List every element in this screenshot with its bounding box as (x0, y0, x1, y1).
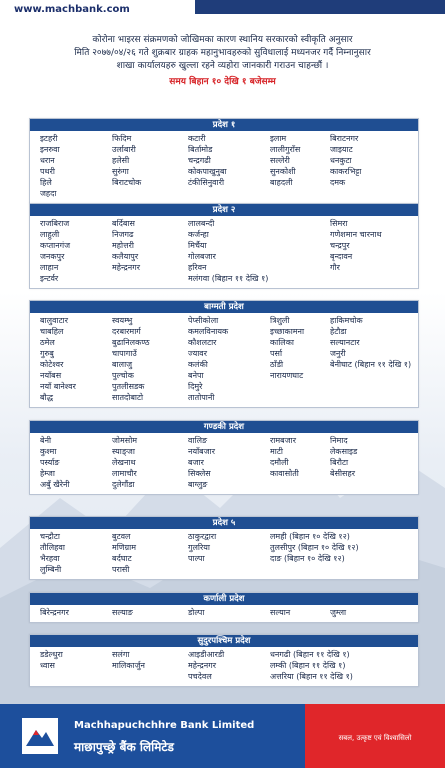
branch-name: ध्वास (40, 661, 55, 670)
province-title: कर्णाली प्रदेश (30, 593, 418, 605)
branch-name: जनकपुर (40, 252, 65, 261)
branch-name: ठाकुरद्वारा (188, 532, 217, 541)
branch-name: महेन्द्रनगर (188, 661, 216, 670)
branch-name: मालिकार्जुन (112, 661, 145, 670)
branch-grid (30, 313, 418, 407)
branch-name: परासी (112, 565, 130, 574)
bank-tagline: सबल, उत्कृष्ट एवं विश्वासिलो (338, 734, 412, 742)
branch-name: बेनी (40, 436, 52, 445)
branch-name: बिराटनगर (330, 134, 359, 143)
branch-name: चन्द्रौटा (40, 532, 60, 541)
province-panel (29, 592, 419, 623)
branch-name: कमलविनायक (188, 327, 229, 336)
branch-name: हरिवन (188, 263, 207, 272)
branch-name: लेकसाइड (330, 447, 358, 456)
province-panel (29, 300, 419, 408)
branch-name: अबुँ खैरेनी (40, 480, 70, 489)
branch-name: इनरुवा (40, 145, 60, 154)
branch-name: कावासोती (270, 469, 299, 478)
province-panel (29, 634, 419, 687)
branch-name: हलेसी (112, 156, 130, 165)
province-panel (29, 516, 419, 580)
branch-name: दिमुरे (188, 382, 203, 391)
province-panel (29, 118, 419, 204)
branch-name: लालीगुराँस (270, 145, 301, 154)
branch-name: पेप्सीकोला (188, 316, 219, 325)
branch-grid (30, 605, 418, 622)
top-stripe (195, 0, 445, 14)
branch-name: सातदोबाटो (112, 393, 144, 402)
branch-name: पर्स्याङ (40, 458, 60, 467)
branch-name: जहदा (40, 189, 57, 198)
branch-name: लम्की (बिहान ११ देखि १) (270, 661, 346, 670)
branch-name: लामाचौर (112, 469, 137, 478)
branch-name: गौर (330, 263, 340, 272)
branch-name: मणिग्राम (112, 543, 137, 552)
branch-name: पचदेवल (188, 672, 212, 681)
branch-name: जाइयाट (330, 145, 353, 154)
branch-name: लेखनाथ (112, 458, 136, 467)
branch-name: डोल्पा (188, 608, 205, 617)
branch-name: बिरौटा (330, 458, 349, 467)
branch-name: बर्दिबास (112, 219, 135, 228)
branch-name: सल्याङ (112, 608, 133, 617)
branch-grid (30, 433, 418, 494)
branch-grid (30, 647, 418, 686)
province-title: सुदुरपश्चिम प्रदेश (30, 635, 418, 647)
branch-name: चाबहिल (40, 327, 64, 336)
branch-name: नारायणघाट (270, 371, 304, 380)
branch-name: सिमरा (330, 219, 348, 228)
branch-name: कर्जन्हा (188, 230, 209, 239)
bank-logo-icon (22, 718, 58, 754)
branch-name: दाङ (बिहान १० देखि १२) (270, 554, 345, 563)
branch-name: बिराटचोक (112, 178, 142, 187)
branch-name: बिर्तामोड (188, 145, 213, 154)
branch-name: कुश्मा (40, 447, 57, 456)
branch-name: सल्लेरी (270, 156, 290, 165)
branch-name: नयाँबस (40, 371, 62, 380)
branch-name: मलंगवा (बिहान ११ देखि १) (188, 274, 269, 283)
branch-name: कलैयापुर (112, 252, 139, 261)
branch-name: बाग्लुङ (188, 480, 208, 489)
branch-name: सुरुंगा (112, 167, 129, 176)
branch-name: आइडीआरडी (188, 650, 225, 659)
branch-name: दमौली (270, 458, 289, 467)
branch-name: बनेपा (188, 371, 204, 380)
branch-name: सिक्लेस (188, 469, 211, 478)
branch-name: जुम्ला (330, 608, 347, 617)
bank-name: Machhapuchchhre Bank Limited (74, 720, 255, 731)
opening-hours: समय बिहान १० देखि १ बजेसम्म (169, 77, 276, 87)
branch-name: धरान (40, 156, 55, 165)
notice-line-3: शाखा कार्यालयहरु खुल्ला रहने व्यहोरा जानकारी गराउन चाहन्छौं । (116, 61, 329, 71)
branch-name: बाहदली (270, 178, 293, 187)
notice-line-1: कोरोना भाइरस संक्रमणको जोखिमका कारण स्थानिय सरकारको स्वीकृति अनुसार (92, 35, 353, 45)
branch-name: निजगढ (112, 230, 134, 239)
branch-name: चन्द्रपुर (330, 241, 350, 250)
branch-name: पुल्चोक (112, 371, 134, 380)
branch-name: इटहरी (40, 134, 58, 143)
branch-name: इच्छाकामना (270, 327, 305, 336)
branch-name: इन्टर्वर (40, 274, 59, 283)
branch-name: राजबिराज (40, 219, 70, 228)
branch-name: लाहान (40, 263, 59, 272)
province-panel (29, 203, 419, 289)
top-bar (0, 0, 445, 22)
branch-name: टंकीसिनुवारी (188, 178, 225, 187)
branch-grid (30, 216, 418, 288)
branch-name: तौलिहवा (40, 543, 65, 552)
branch-name: चापागाउँ (112, 349, 137, 358)
branch-grid (30, 529, 418, 579)
branch-name: माटी (270, 447, 283, 456)
branch-name: बर्दघाट (112, 554, 132, 563)
bank-name-nepali: माछापुच्छ्रे बैंक लिमिटेड (74, 740, 174, 754)
province-title: गण्डकी प्रदेश (30, 421, 418, 433)
branch-name: फिदिम (112, 134, 132, 143)
branch-name: निमाद (330, 436, 348, 445)
branch-name: दुलेगौंडा (112, 480, 135, 489)
branch-name: उर्लाबारी (112, 145, 136, 154)
branch-name: ठमेल (40, 338, 55, 347)
branch-name: बेसीसहर (330, 469, 355, 478)
branch-name: बौद्ध (40, 393, 54, 402)
branch-name: लालबन्दी (188, 219, 215, 228)
branch-name: गोलबजार (188, 252, 216, 261)
notice-line-2: मिति २०७७/०४/२६ गते शुक्रबार ग्राहक महानुभावहरुको सुविधालाई मध्यनजर गर्दै निम्नानुसार (74, 48, 371, 58)
branch-name: बेनीघाट (बिहान ११ देखि १) (330, 360, 412, 369)
province-title: प्रदेश २ (30, 204, 418, 216)
branch-name: दरबारमार्ग (112, 327, 141, 336)
branch-name: लमही (बिहान १० देखि १२) (270, 532, 350, 541)
branch-name: ठाँडी (270, 360, 284, 369)
branch-name: लाहुली (40, 230, 60, 239)
branch-grid (30, 131, 418, 203)
branch-name: पाल्पा (188, 554, 205, 563)
branch-name: हिले (40, 178, 52, 187)
branch-name: सुनकोशी (270, 167, 296, 176)
branch-name: कलंकी (188, 360, 208, 369)
branch-name: गुलरिया (188, 543, 210, 552)
branch-name: कालिका (270, 338, 294, 347)
branch-name: अत्तरिया (बिहान ११ देखि १) (270, 672, 353, 681)
branch-name: बालाजु (112, 360, 133, 369)
branch-name: बृन्दावन (330, 252, 353, 261)
branch-name: त्रिशुली (270, 316, 290, 325)
branch-name: इलाम (270, 134, 287, 143)
branch-name: काकरभिट्टा (330, 167, 362, 176)
branch-name: ज्यावर (188, 349, 208, 358)
branch-name: पथरी (40, 167, 55, 176)
province-title: प्रदेश १ (30, 119, 418, 131)
branch-name: महेन्द्रनगर (112, 263, 140, 272)
branch-name: भैरहवा (40, 554, 60, 563)
branch-name: रामबजार (270, 436, 296, 445)
branch-name: बुटवल (112, 532, 131, 541)
branch-name: बजार (188, 458, 204, 467)
branch-name: धनगढी (बिहान ११ देखि १) (270, 650, 350, 659)
province-title: बाग्मती प्रदेश (30, 301, 418, 313)
branch-name: कटारी (188, 134, 206, 143)
branch-name: कोकपाखुनुबा (188, 167, 227, 176)
branch-name: सल्यानटार (330, 338, 360, 347)
branch-name: कप्तानगंज (40, 241, 71, 250)
branch-name: गणेशमान चारनाथ (330, 230, 382, 239)
branch-name: चन्द्रगढी (188, 156, 211, 165)
branch-name: डडेल्धुरा (40, 650, 63, 659)
branch-name: सल्यान (270, 608, 291, 617)
notice-text (0, 34, 445, 89)
branch-name: जोमसोम (112, 436, 138, 445)
branch-name: बिरेन्द्रनगर (40, 608, 69, 617)
branch-name: महोत्तरी (112, 241, 134, 250)
branch-name: लुम्बिनी (40, 565, 62, 574)
province-title: प्रदेश ५ (30, 517, 418, 529)
branch-name: धनकुटा (330, 156, 352, 165)
branch-name: हेटौडा (330, 327, 347, 336)
branch-name: नयाँ बानेश्वर (40, 382, 76, 391)
branch-name: मिर्चैया (188, 241, 207, 250)
footer (0, 704, 445, 768)
province-panel (29, 420, 419, 495)
branch-name: कोटेश्वर (40, 360, 64, 369)
branch-name: गुरुबु (40, 349, 54, 358)
branch-name: बुढानिलकण्ठ (112, 338, 150, 347)
branch-name: स्वयम्भु (112, 316, 133, 325)
branch-name: हेम्जा (40, 469, 55, 478)
branch-name: वालिङ (188, 436, 208, 445)
branch-name: स्याङ्जा (112, 447, 135, 456)
branch-name: दमक (330, 178, 346, 187)
branch-name: सलंगा (112, 650, 130, 659)
branch-name: जनुरी (330, 349, 346, 358)
branch-name: कौशलटार (188, 338, 217, 347)
branch-name: हाकिमचोक (330, 316, 363, 325)
branch-name: पुतलीसडक (112, 382, 145, 391)
branch-name: बालुवाटार (40, 316, 68, 325)
branch-name: नयाँबजार (188, 447, 215, 456)
branch-name: पर्सा (270, 349, 283, 358)
branch-name: तातोपानी (188, 393, 215, 402)
branch-name: तुलसीपुर (बिहान १० देखि १२) (270, 543, 359, 552)
website-url[interactable]: www.machbank.com (14, 4, 130, 15)
